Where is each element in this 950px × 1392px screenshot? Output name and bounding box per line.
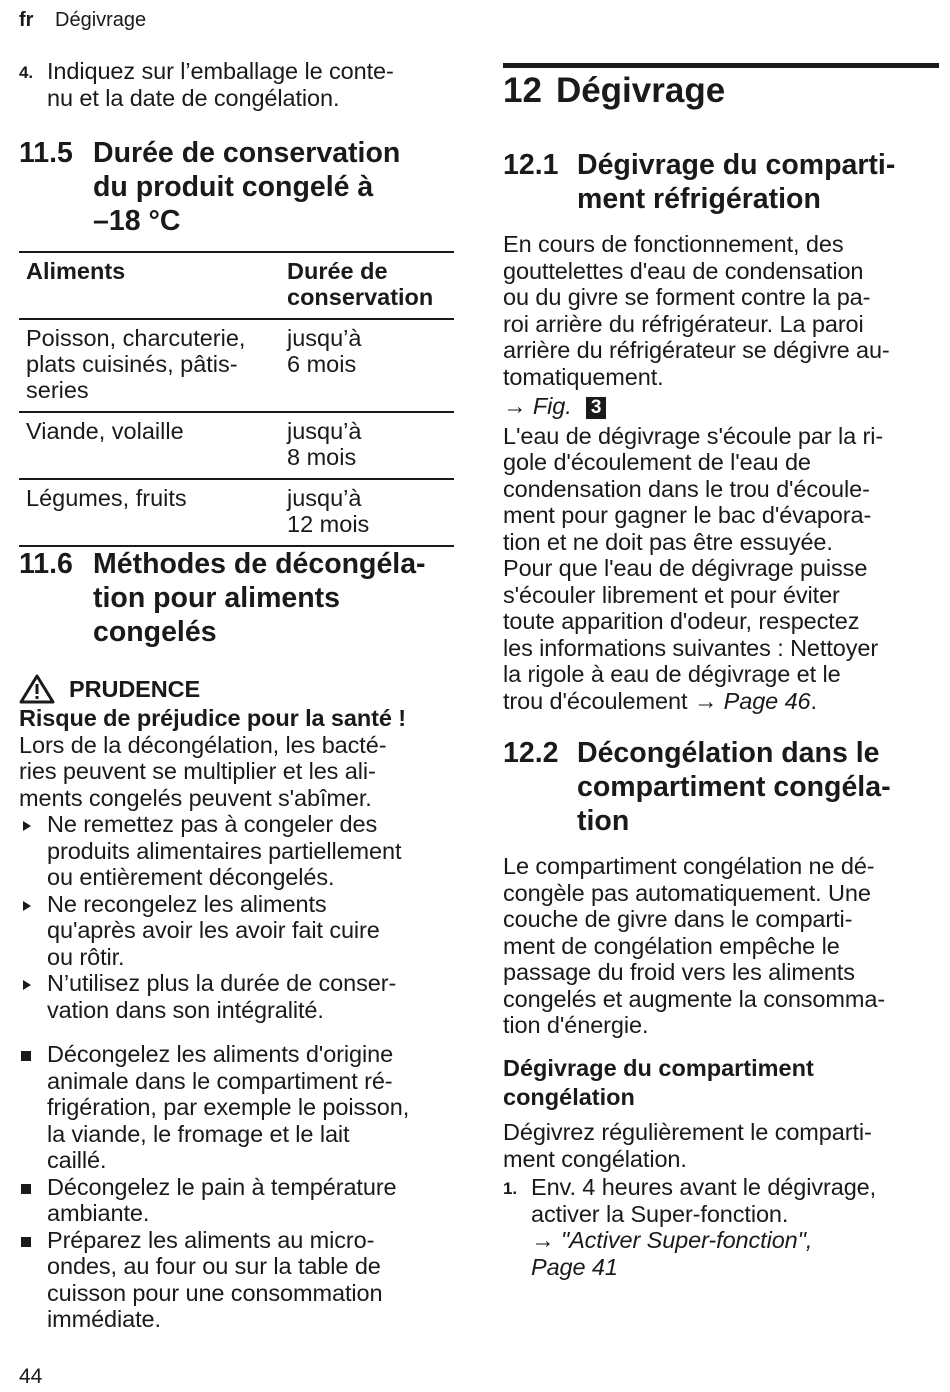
header-section: Dégivrage (55, 9, 147, 31)
chapter-rule (503, 63, 939, 68)
manual-page: fr Dégivrage 4. Indiquez sur l’emballage le conte- nu et la date de congélation. 11.5 Durée de conservation du produit congelé à –18 °C Aliments Durée de conservation Poisson, charcuterie, plats cuisinés, pâtis- series jusqu’à 6 mois Viande, volaille jusqu’à 8 mois Légumes, fruits jusqu’à 12 mois 11.6 Méthodes de décongéla- tion pour aliments congelés PRUDENCE Risque de préjudice pour la santé ! Lors de la décongélation, les bacté- ries peuvent se multiplier et les ali- ments congelés peuvent s'abîmer. Ne remettez pas à congeler des produits alimentaires partiellement ou entièrement décongelés. Ne recongelez les aliments qu'après avoir les avoir fait cuire ou rôtir. N’utilisez plus la durée de conser- vation dans son intégralité. Décongelez les aliments d'origine animale dans le compartiment ré- frigération, par exemple le poisson, la viande, le fromage et le lait caillé. Décongelez le pain à température ambiante. Préparez les aliments au micro- ondes, au four ou sur la table de cuisson pour une consommation immédiate. 12 Dégivrage 12.1 Dégivrage du comparti- ment réfrigération En cours de fonctionnement, des gouttelettes d'eau de condensation ou du givre se forment contre la pa- roi arrière du réfrigérateur. La paroi arrière du réfrigérateur se dégivre au- tomatiquement. → Fig. 3 L'eau de dégivrage s'écoule par la ri- gole d'écoulement de l'eau de condensation dans le trou d'écoule- ment pour gagner le bac d'évapora- tion et ne doit pas être essuyée. Pour que l'eau de dégivrage puisse s'écouler librement et pour éviter toute apparition d'odeur, respectez les informations suivantes : Nettoyer la rigole à eau de dégivrage et le trou d'écoulement → Page 46. 12.2 Décongélation dans le compartiment congéla- tion Le compartiment congélation ne dé- congèle pas automatiquement. Une couche de givre dans le comparti- ment de congélation empêche le passage du froid vers les aliments congelés et augmente la consomma- tion d'énergie. Dégivrage du compartiment congélation Dégivrez régulièrement le comparti- ment congélation. 1. Env. 4 heures avant le dégivrage, activer la Super-fonction. → "Activer Super-fonction", Page 41 44 (0, 0, 950, 1392)
figure-reference (503, 393, 939, 420)
figure-number-badge: 3 (586, 397, 606, 419)
heading-line: tion (577, 805, 630, 837)
column-header-food: Aliments (26, 258, 126, 284)
subheading-freezer-defrost: Dégivrage du compartiment congélation (503, 1055, 814, 1110)
page-header (19, 8, 146, 32)
cross-reference: → "Activer Super-fonction", (531, 1227, 813, 1253)
section-number: 12.2 (503, 737, 559, 769)
food-cell: Légumes, fruits (19, 479, 281, 546)
list-item: Préparez les aliments au micro- ondes, au four ou sur la table de cuisson pour une consommation immédiate. (19, 1227, 454, 1333)
column-header-duration: Durée de conservation (287, 258, 434, 310)
chapter-number: 12 (503, 71, 542, 110)
section-number: 12.1 (503, 149, 559, 181)
duration-cell: jusqu’à 6 mois (287, 325, 362, 377)
language-code: fr (19, 9, 34, 31)
triangle-bullet-icon (23, 901, 31, 911)
page-reference-line: trou d'écoulement → Page 46. (503, 687, 817, 714)
page-number: 44 (19, 1365, 43, 1388)
caution-headline: Risque de préjudice pour la santé ! (19, 705, 406, 731)
chapter-heading (503, 70, 725, 112)
section-12-2-heading (503, 736, 939, 838)
page-reference: Page 41 (531, 1253, 618, 1280)
section-11-6-heading (19, 547, 454, 649)
thawing-methods-list (19, 1041, 454, 1333)
square-bullet-icon (21, 1051, 31, 1061)
triangle-bullet-icon (23, 980, 31, 990)
paragraph-freezer-defrost: Le compartiment congélation ne dé- congèle pas automatiquement. Une couche de givre dans le comparti- ment de congélation empêche le passage du froid vers les aliments congelés et augmente la consomma- tion d'énergie. (503, 853, 886, 1038)
list-item: Ne recongelez les aliments qu'après avoir les avoir fait cuire ou rôtir. (19, 891, 454, 971)
square-bullet-icon (21, 1184, 31, 1194)
paragraph-regular-defrost: Dégivrez régulièrement le comparti- ment congélation. (503, 1119, 872, 1172)
food-cell: Viande, volaille (26, 418, 184, 444)
section-number: 11.6 (19, 548, 73, 580)
heading-line: Décongélation dans le (577, 737, 880, 769)
duration-cell: jusqu’à 12 mois (281, 479, 454, 546)
step-line: Indiquez sur l’emballage le conte- (47, 58, 394, 84)
duration-cell: jusqu’à 8 mois (287, 418, 362, 470)
arrow-icon: → (693, 687, 718, 714)
list-item: Ne remettez pas à congeler des produits alimentaires partiellement ou entièrement décongelés. (19, 811, 454, 891)
heading-line: ment réfrigération (577, 183, 821, 215)
caution-label: PRUDENCE (69, 675, 201, 702)
heading-line: tion pour aliments (93, 582, 341, 614)
list-item: Décongelez le pain à température ambiante. (19, 1174, 454, 1227)
list-item: N’utilisez plus la durée de conser- vation dans son intégralité. (19, 970, 454, 1023)
food-cell: Poisson, charcuterie, plats cuisinés, pâtis- series (26, 325, 246, 403)
table-row (19, 479, 454, 546)
square-bullet-icon (21, 1237, 31, 1247)
section-12-1-heading (503, 148, 939, 216)
paragraph-condensation: En cours de fonctionnement, des gouttelettes d'eau de condensation ou du givre se forment contre la pa- roi arrière du réfrigérateur. La paroi arrière du réfrigérateur se dégivre au- tomatiquement. → Fig. 3 L'eau de dégivrage s'écoule par la ri- gole d'écoulement de l'eau de condensation dans le trou d'écoule- ment pour gagner le bac d'évapora- tion et ne doit pas être essuyée. Pour que l'eau de dégivrage puisse s'écouler librement et pour éviter toute apparition d'odeur, respectez les informations suivantes : Nettoyer la rigole à eau de dégivrage et le trou d'écoulement → Page 46. (503, 231, 939, 714)
heading-line: congelés (93, 616, 217, 648)
heading-line: du produit congelé à (93, 171, 374, 203)
heading-line: Durée de conservation (93, 137, 401, 169)
section-number: 11.5 (19, 137, 73, 169)
heading-line: –18 °C (93, 205, 181, 237)
step-line: nu et la date de congélation. (47, 84, 340, 111)
step-number: 4. (19, 63, 33, 82)
arrow-icon: → (503, 393, 527, 419)
section-11-5-heading (19, 136, 454, 238)
chapter-title: Dégivrage (555, 71, 726, 110)
heading-line: Méthodes de décongéla- (93, 548, 426, 580)
step-number: 1. (503, 1179, 517, 1198)
caution-title (19, 674, 454, 704)
page-reference: Page 46 (723, 687, 811, 714)
caution-text-line: Lors de la décongélation, les bacté- (19, 731, 387, 758)
table-row (19, 319, 454, 412)
caution-text-line: ments congelés peuvent s'abîmer. (19, 784, 372, 811)
caution-text-line: ries peuvent se multiplier et les ali- (19, 758, 376, 784)
heading-line: compartiment congéla- (577, 771, 891, 803)
caution-block (19, 674, 454, 811)
table-header-row (19, 252, 454, 319)
triangle-bullet-icon (23, 821, 31, 831)
heading-line: Dégivrage du comparti- (577, 149, 896, 181)
arrow-icon: → (531, 1227, 555, 1253)
caution-bullet-list (19, 811, 454, 1023)
warning-triangle-icon (19, 674, 55, 704)
table-row (19, 412, 454, 479)
storage-duration-table (19, 251, 454, 547)
list-item: Décongelez les aliments d'origine animale dans le compartiment ré- frigération, par exemple le poisson, la viande, le fromage et le lait caillé. (19, 1041, 454, 1174)
figure-label: Fig. (532, 393, 572, 419)
